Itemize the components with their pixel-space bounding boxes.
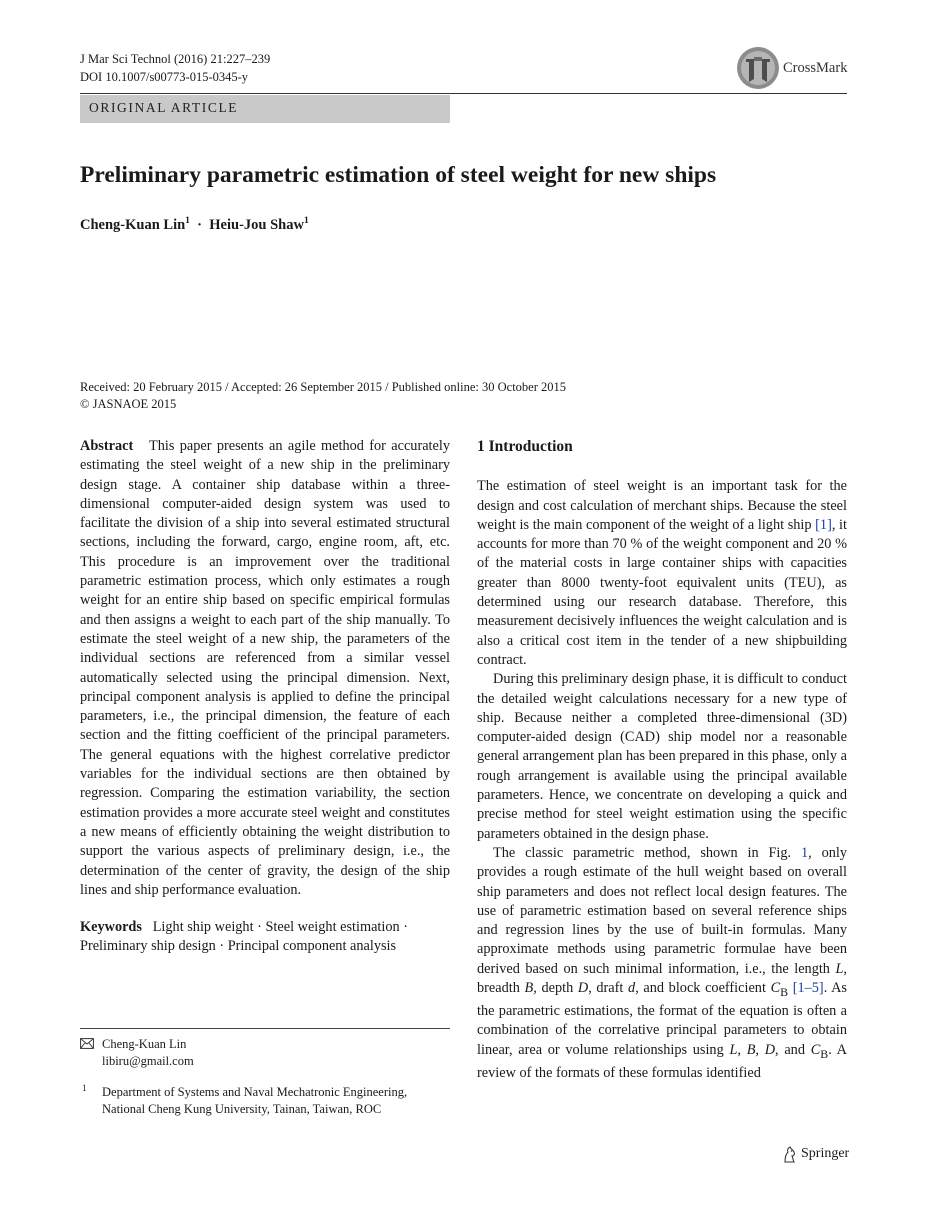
intro-paragraph-2: During this preliminary design phase, it is difficult to conduct the detailed weight calculations necessary for a new type of ship. Because neither a completed three-dimensional (3D) computer-aided design (CAD) ship model nor a reasonable general arrangement plan has been prepared in this phase, only a rough arrangement is available using the principal available parameters. Hence, we concentrate on developing a quick and precise method for steel weight estimation using the specific parameters obtained in the design phase. [477, 671, 847, 842]
symbol-CB: C [810, 1041, 821, 1058]
citation-link[interactable]: [1–5] [792, 980, 824, 997]
copyright-line: © JASNAOE 2015 [80, 396, 177, 411]
symbol-CB-sub: B [820, 1046, 829, 1061]
doi[interactable]: DOI 10.1007/s00773-015-0345-y [80, 70, 249, 84]
intro-text: , and [775, 1041, 811, 1058]
crossmark-badge[interactable] [736, 46, 848, 92]
intro-text: , draft [588, 980, 629, 997]
citation-link[interactable]: [1] [815, 516, 832, 533]
intro-text: , breadth [477, 960, 847, 997]
left-column [80, 437, 450, 957]
dates-line: Received: 20 February 2015 / Accepted: 26 September 2015 / Published online: 30 October 2015 [80, 380, 567, 394]
springer-horse-icon [782, 1146, 797, 1163]
right-column [477, 437, 847, 1083]
symbol-L: L [835, 960, 844, 977]
author-name[interactable]: Heiu-Jou Shaw [209, 216, 304, 233]
author-name[interactable]: Cheng-Kuan Lin [80, 216, 186, 233]
symbol-CB: C [770, 980, 781, 997]
crossmark-label: CrossMark [783, 60, 848, 76]
corresponding-author [102, 1036, 194, 1069]
journal-citation: J Mar Sci Technol (2016) 21:227–239 [80, 52, 271, 66]
article-type-label: ORIGINAL ARTICLE [89, 100, 239, 115]
intro-text: , and block coefficient [635, 980, 771, 997]
intro-text: , it accounts for more than 70 % of the weight component and 20 % of the material costs in large container ships with capacities greater than 8000 twenty-foot equivalent units (TEU), as determined using our research database. Therefore, this measurement decisively influences the weight calculation and is also a critical cost item in the tender of a new shipbuilding contract. [477, 516, 847, 668]
contact-name: Cheng-Kuan Lin [102, 1037, 187, 1051]
author-affil-marker: 1 [185, 216, 190, 226]
article-type-banner [80, 95, 450, 123]
symbol-CB-sub: B [780, 984, 789, 999]
intro-text: , [755, 1041, 765, 1058]
intro-text: The classic parametric method, shown in Fig. [493, 844, 801, 861]
envelope-icon [80, 1038, 94, 1049]
symbol-D: D [764, 1041, 776, 1058]
paper-title: Preliminary parametric estimation of steel weight for new ships [80, 162, 717, 188]
intro-text: , [737, 1041, 747, 1058]
author-affil-marker: 1 [303, 216, 309, 226]
author-separator: · [197, 216, 203, 233]
affiliation [102, 1084, 407, 1117]
intro-text: The estimation of steel weight is an important task for the design and cost calculation of merchant ships. Because the steel weight is the main component of the weight of a light ship [477, 478, 847, 533]
affiliation-number: 1 [82, 1083, 87, 1093]
symbol-d: d [628, 980, 636, 997]
abstract-label: Abstract [80, 438, 134, 454]
journal-info [80, 50, 270, 86]
author-list [80, 216, 309, 234]
symbol-B: B [524, 980, 534, 997]
crossmark-icon [736, 46, 780, 90]
keywords-label: Keywords [80, 919, 142, 936]
figure-link[interactable]: 1 [800, 844, 809, 861]
intro-paragraph-3 [477, 844, 847, 1083]
contact-email[interactable]: libiru@gmail.com [102, 1053, 194, 1068]
header-rule [80, 93, 847, 94]
section-heading: 1 Introduction [477, 438, 573, 455]
keywords-text: Light ship weight · Steel weight estimation · Preliminary ship design · Principal component analysis [80, 919, 409, 955]
footnote-rule [80, 1028, 450, 1029]
keywords [80, 918, 450, 957]
affiliation-line: Department of Systems and Naval Mechatronic Engineering, [102, 1085, 408, 1099]
intro-text: , only provides a rough estimate of the hull weight based on overall ship parameters and does not reflect local design features. The use of parametric estimation based on several reference ships and regression lines by the use of built-in formulas. Many approximate methods using parametric formulae have been derived based on such minimal information, i.e., the length [477, 844, 847, 977]
symbol-B: B [746, 1041, 756, 1058]
abstract [80, 437, 450, 900]
abstract-text: This paper presents an agile method for accurately estimating the steel weight of a new ship in the preliminary design stage. A container ship database within a three-dimensional computer-aided design system was used to facilitate the division of a ship into several estimated structural sections, including the forward, cargo, engine room, aft, etc. This procedure is an improvement over the traditional parametric estimation process, which only estimates a rough weight for an entire ship based on specific empirical formulas and then assigns a weight to each part of the ship manually. To estimate the steel weight of a new ship, the parameters of the individual sections are referenced from a similar vessel automatically selected using the principal dimension. Next, principal component analysis is applied to define the principal parameters, i.e., the principal dimension, the feature of each section and the fitting coefficient of the principal parameters. The general equations with the highest correlative predictor variables for the individual sections are then obtained by regression. Comparing the estimation variability, the section estimation provides a more accurate steel weight and constitutes a new means of efficiently obtaining the weight distribution to support the various aspects of preliminary design, i.e., the determination of the center of gravity, the design of the ship lines and ship performance evaluation. [80, 438, 450, 898]
intro-paragraph-1 [477, 477, 847, 670]
intro-text: , depth [533, 980, 578, 997]
publisher-label: Springer [801, 1146, 850, 1161]
intro-text: . A review of the formats of these formulas identified [477, 1041, 848, 1081]
intro-text: . As the parametric estimations, the format of the equation is often a combination of the correlative principal parameters to obtain linear, area or volume relationships using [477, 980, 847, 1058]
symbol-D: D [577, 980, 589, 997]
symbol-L: L [729, 1041, 738, 1058]
publication-dates [80, 379, 566, 412]
affiliation-line: National Cheng Kung University, Tainan, Taiwan, ROC [102, 1101, 382, 1116]
